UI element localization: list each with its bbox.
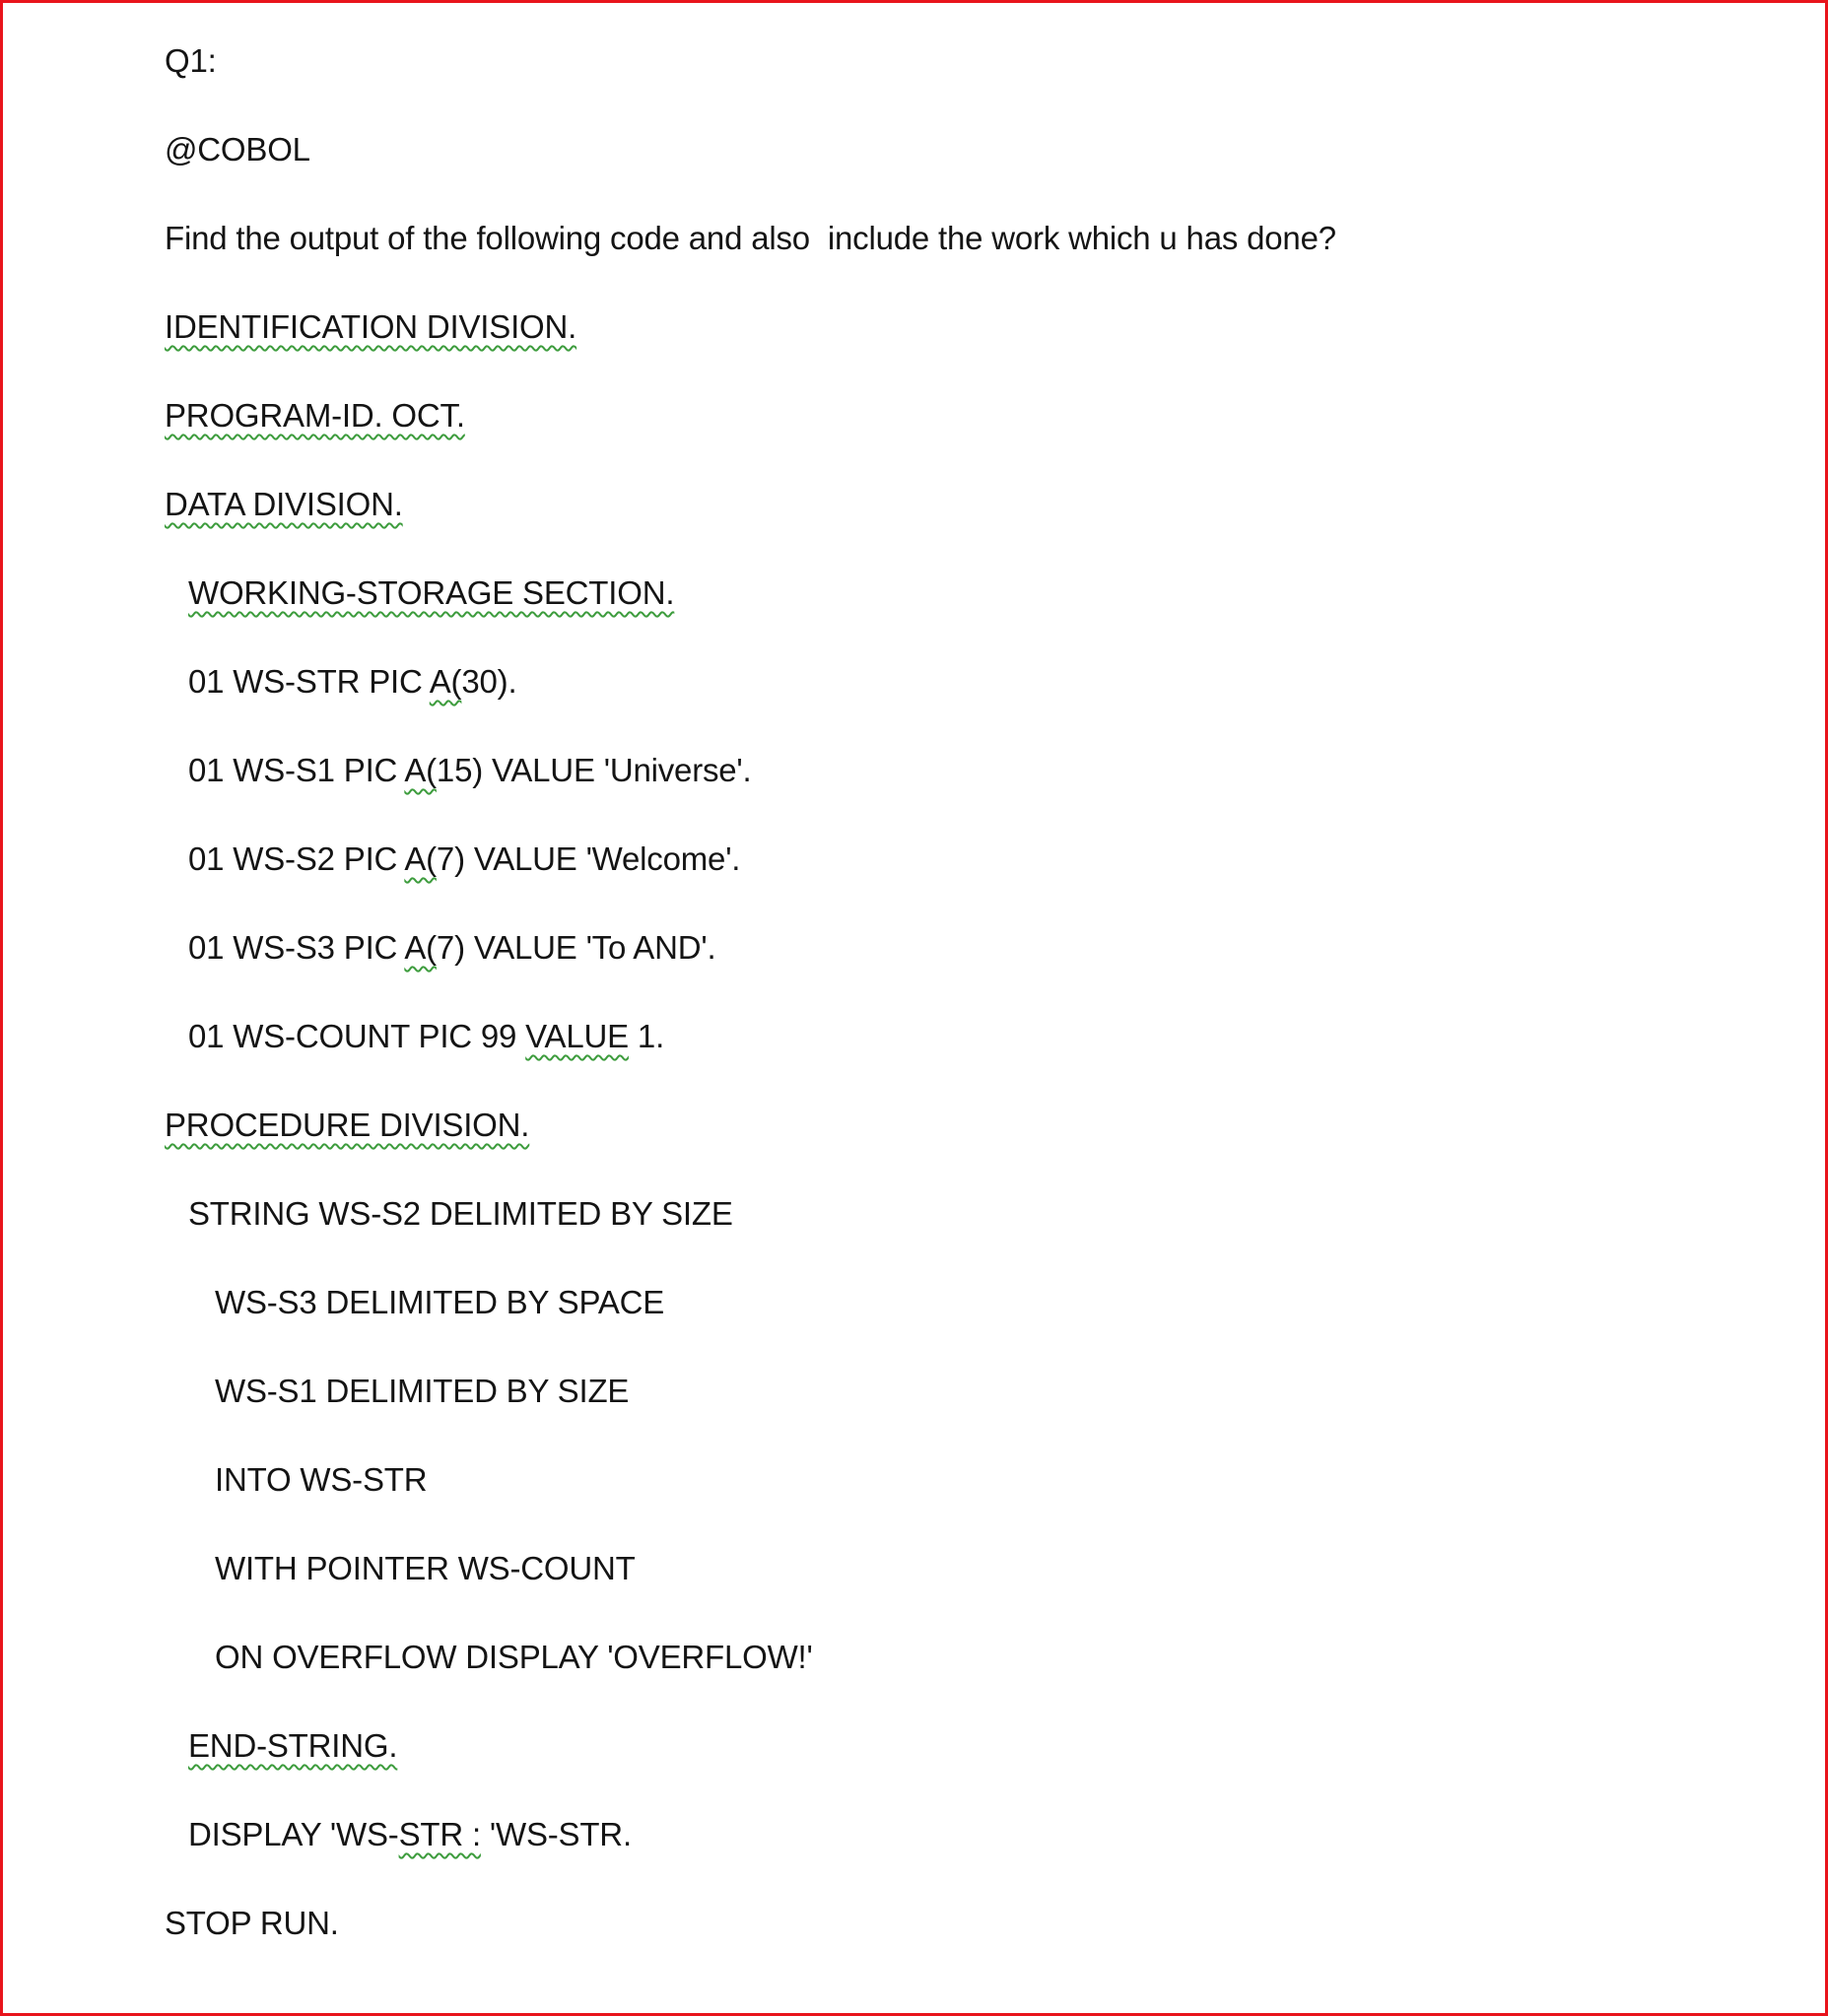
code-line [165,1721,1786,1810]
code-text: WS-S3 DELIMITED BY SPACE [215,1284,665,1320]
code-line [165,569,1786,657]
code-text: STOP RUN. [165,1905,339,1941]
code-line [165,1189,1786,1278]
code-text-flagged: PROGRAM-ID. OCT. [165,397,465,434]
code-text-flagged: WORKING-STORAGE SECTION. [188,574,675,611]
code-text-flagged: VALUE [525,1018,629,1054]
code-line [165,1455,1786,1544]
code-line [165,1278,1786,1367]
code-text-flagged: STR : [398,1816,481,1852]
question-prompt [165,214,1786,302]
document-body [165,36,1786,1987]
question-prompt-text: Find the output of the following code and also include the work which u has done? [165,220,1336,256]
code-text: 01 WS-S1 PIC [188,752,405,788]
code-line [165,923,1786,1012]
code-text: 01 WS-STR PIC [188,663,430,700]
code-text: 30). [461,663,517,700]
code-text: 7) VALUE 'To AND'. [436,929,716,966]
code-text-flagged: A( [429,663,462,700]
code-text: WS-S1 DELIMITED BY SIZE [215,1373,630,1409]
code-text: ON OVERFLOW DISPLAY 'OVERFLOW!' [215,1639,813,1675]
language-tag [165,125,1786,214]
code-line [165,480,1786,569]
code-text-flagged: IDENTIFICATION DIVISION. [165,308,577,345]
code-text: 7) VALUE 'Welcome'. [436,840,741,877]
code-text: 01 WS-COUNT PIC 99 [188,1018,526,1054]
code-text-flagged: A( [404,840,437,877]
code-text: 1. [628,1018,665,1054]
code-line [165,1101,1786,1189]
code-line [165,835,1786,923]
question-label-text: Q1: [165,42,217,79]
code-line [165,302,1786,391]
language-tag-text: @COBOL [165,131,310,168]
code-text: STRING WS-S2 DELIMITED BY SIZE [188,1195,733,1232]
code-line [165,1367,1786,1455]
code-text: 01 WS-S2 PIC [188,840,405,877]
code-text: DISPLAY 'WS- [188,1816,399,1852]
code-text-flagged: A( [404,752,437,788]
code-text: 15) VALUE 'Universe'. [436,752,752,788]
question-label [165,36,1786,125]
code-line [165,1544,1786,1633]
code-line [165,1899,1786,1987]
code-line [165,746,1786,835]
code-text: INTO WS-STR [215,1461,428,1498]
code-line [165,1810,1786,1899]
code-text-flagged: DATA DIVISION. [165,486,403,522]
code-line [165,657,1786,746]
code-line [165,1012,1786,1101]
code-text: WITH POINTER WS-COUNT [215,1550,636,1586]
code-text: 01 WS-S3 PIC [188,929,405,966]
code-text: 'WS-STR. [480,1816,632,1852]
code-text-flagged: A( [404,929,437,966]
code-line [165,391,1786,480]
code-line [165,1633,1786,1721]
code-text-flagged: PROCEDURE DIVISION. [165,1107,530,1143]
code-text-flagged: END-STRING. [188,1727,398,1764]
